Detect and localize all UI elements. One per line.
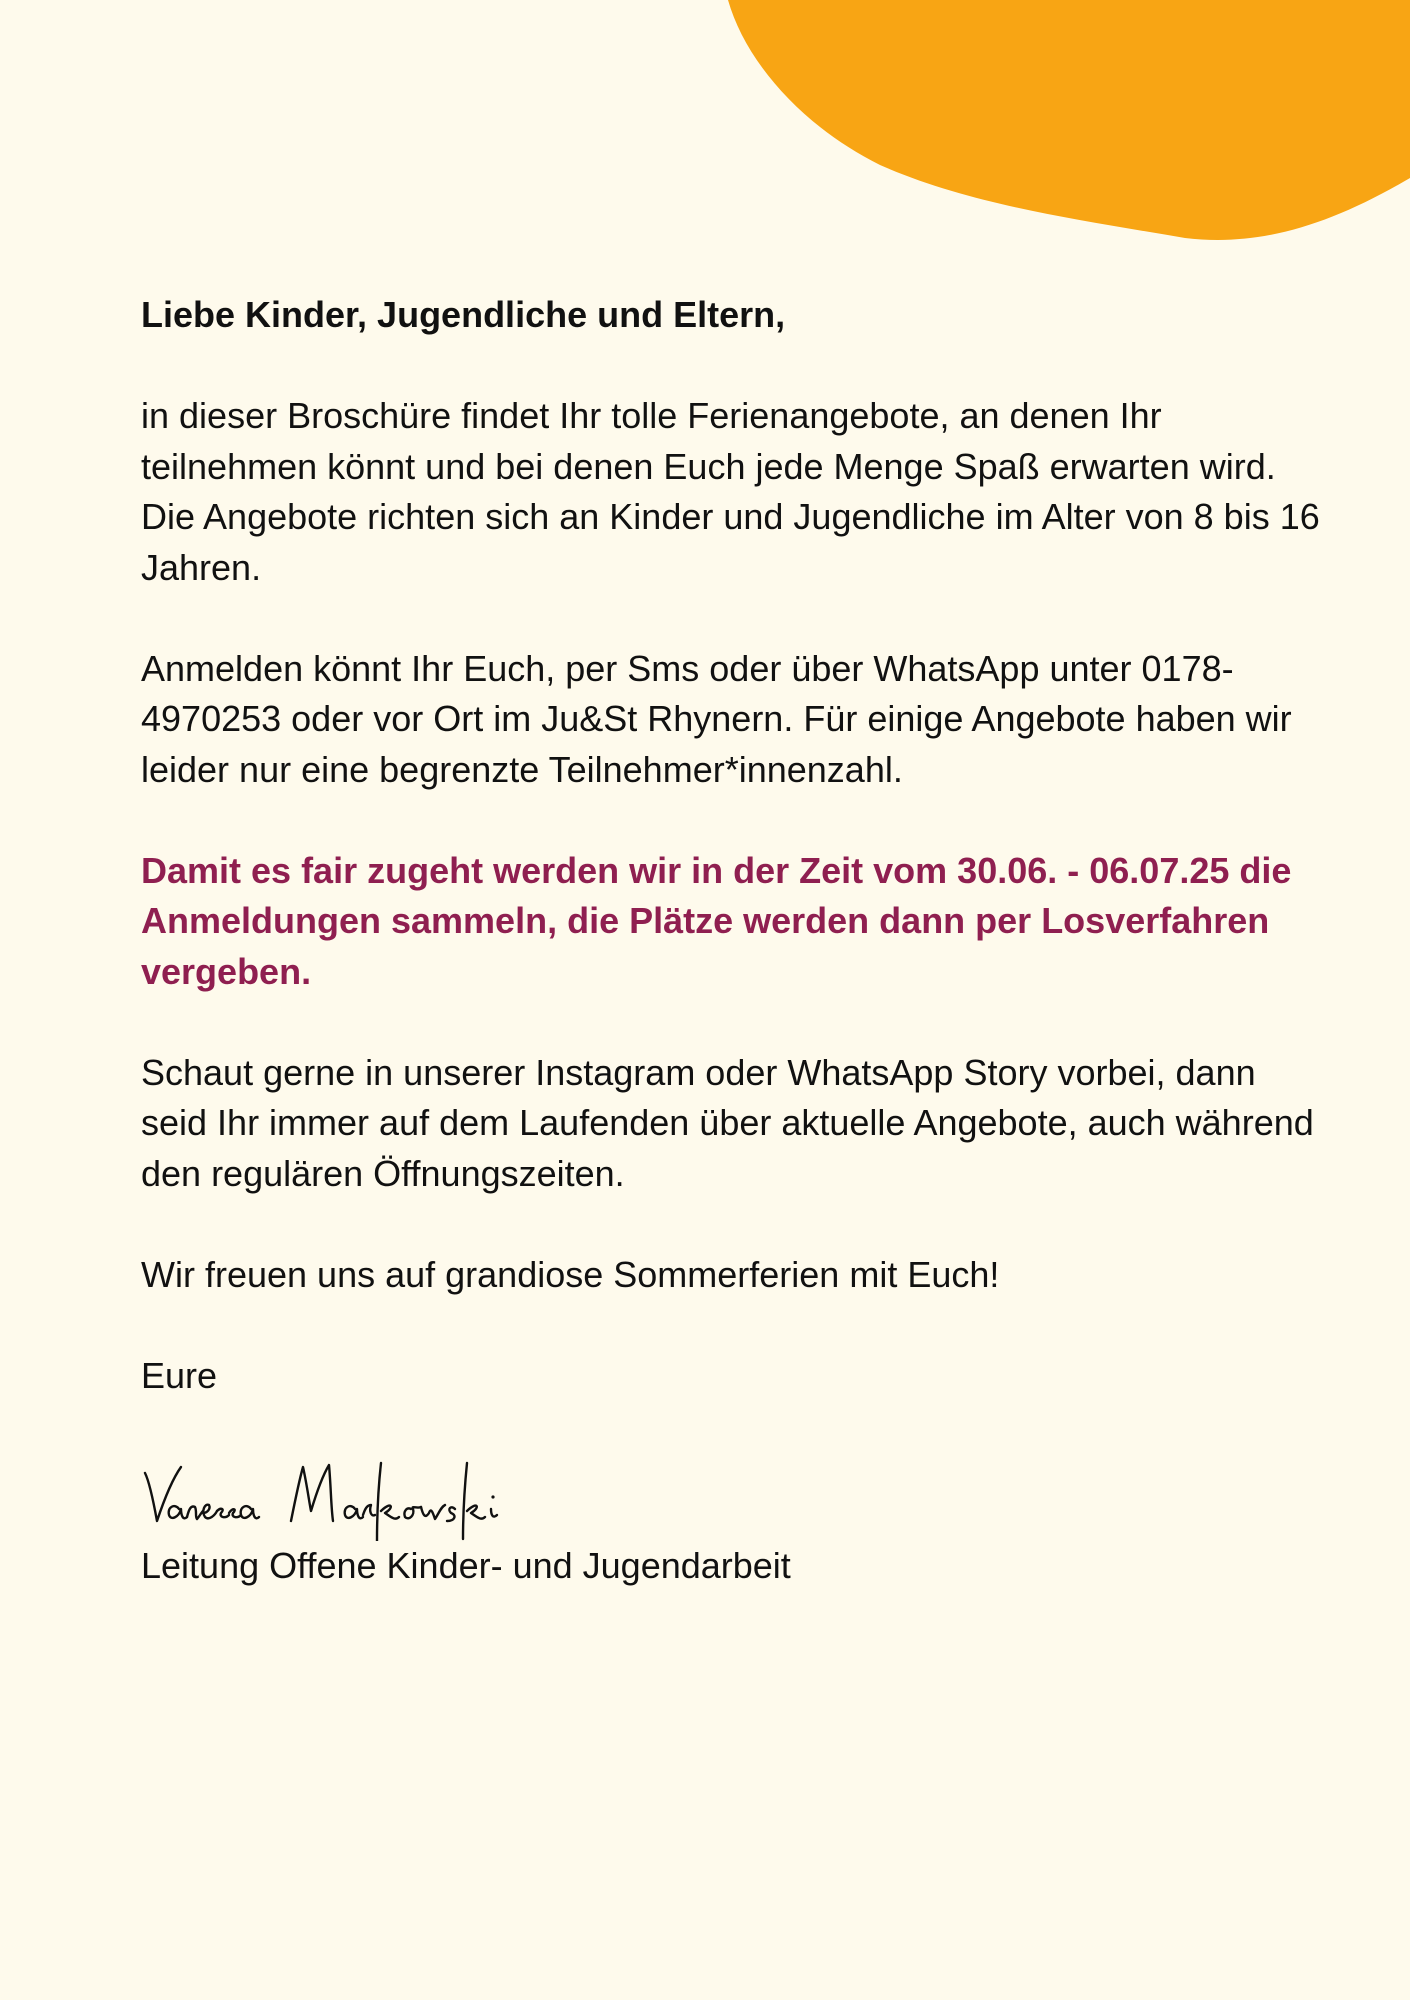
decorative-blob	[0, 0, 1410, 260]
greeting: Liebe Kinder, Jugendliche und Eltern,	[141, 294, 786, 335]
paragraph-intro: in dieser Broschüre findet Ihr tolle Ferienangebote, an denen Ihr teilnehmen könnt und bei denen Euch jede Menge Spaß erwarten wird. Die Angebote richten sich an Kinder und Jugendliche im Alter von 8 bis 16 Jahren.	[141, 395, 1320, 588]
paragraph-farewell: Wir freuen uns auf grandiose Sommerferien mit Euch!	[141, 1253, 1000, 1295]
signature-role: Leitung Offene Kinder- und Jugendarbeit	[141, 1545, 791, 1586]
orange-blob-shape	[728, 0, 1410, 240]
closing: Eure	[141, 1354, 218, 1396]
paragraph-social-media: Schaut gerne in unserer Instagram oder WhatsApp Story vorbei, dann seid Ihr immer auf dem Laufenden über aktuelle Angebote, auch während den regulären Öffnungszeiten.	[141, 1051, 1314, 1194]
signature-drawing	[141, 1451, 571, 1541]
letter-body	[141, 290, 1321, 1592]
paragraph-lottery-notice: Damit es fair zugeht werden wir in der Zeit vom 30.06. - 06.07.25 die Anmeldungen sammeln, die Plätze werden dann per Losverfahren vergeben.	[141, 849, 1292, 992]
paragraph-registration: Anmelden könnt Ihr Euch, per Sms oder über WhatsApp unter 0178- 4970253 oder vor Ort im Ju&St Rhynern. Für einige Angebote haben wir leider nur eine begrenzte Teilnehmer*innenzahl.	[141, 647, 1292, 790]
handwritten-signature	[141, 1451, 1321, 1541]
